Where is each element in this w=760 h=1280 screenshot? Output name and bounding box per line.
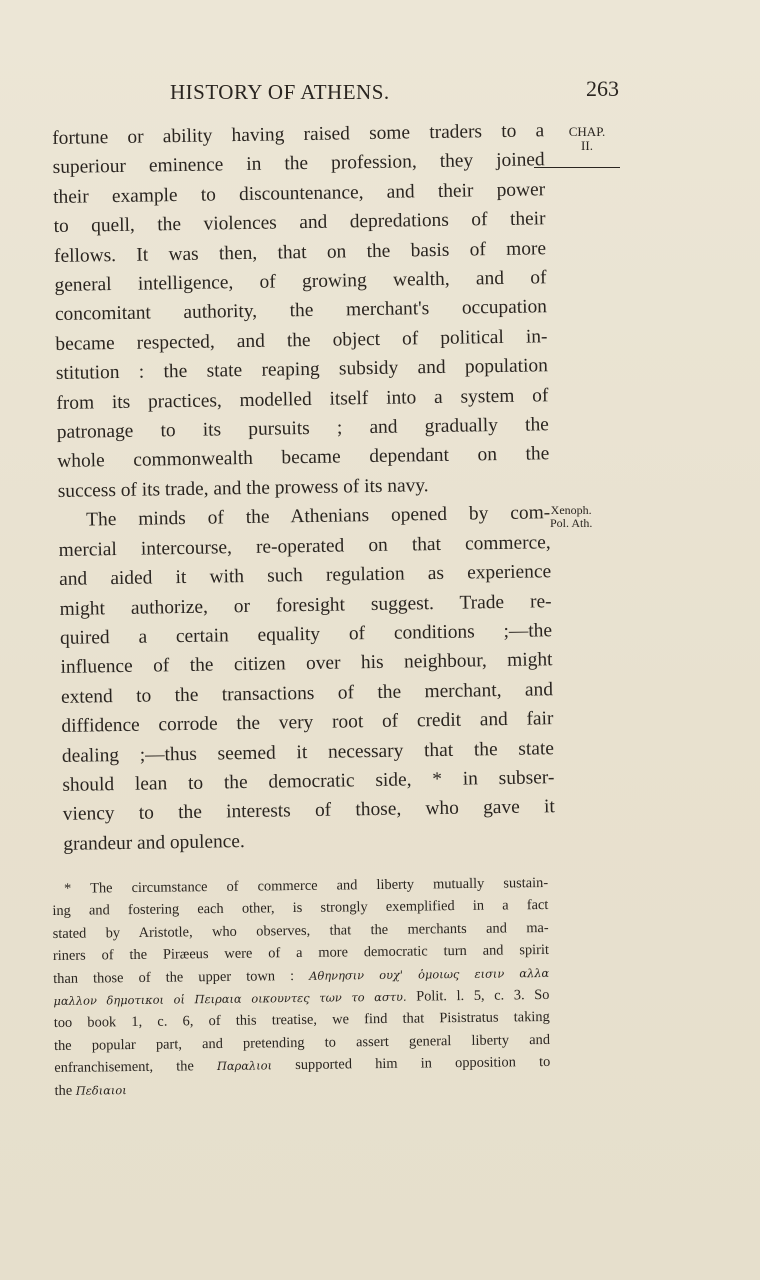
text-line: became respected, and the object of political in- <box>55 326 548 355</box>
text-line: superiour eminence in the profession, they joined <box>52 149 545 179</box>
text-line: patronage to its pursuits ; and gradually the <box>56 414 549 444</box>
text-line: and aided it with such regulation as experience <box>58 561 552 591</box>
text-line: might authorize, or foresight suggest. Trade re- <box>59 590 552 620</box>
text-line: whole commonwealth became dependant on the <box>57 443 550 473</box>
text-line: viency to the interests of those, who gave it <box>62 796 555 826</box>
footnote-line: stated by Aristotle, who observes, that the merchants and ma- <box>52 919 549 942</box>
footnote-text: than those of the upper town : <box>53 967 295 987</box>
text-line: to quell, the violences and depredations of their <box>53 208 546 238</box>
greek-quotation: Αθηνησιν ουχ' ὁμοιως εισιν αλλα <box>309 965 550 983</box>
greek-word: Παραλιοι <box>216 1058 273 1074</box>
footnote-line: * The circumstance of commerce and liberty mutually sustain- <box>64 874 549 897</box>
text-line: should lean to the democratic side, * in subser- <box>62 767 555 796</box>
footnote-text: the <box>54 1082 73 1099</box>
body-text <box>52 116 555 859</box>
text-line: fortune or ability having raised some traders to a <box>52 120 545 149</box>
footnote-line: ing and fostering each other, is strongly exemplified in a fact <box>52 897 549 920</box>
text-line: dealing ;—thus seemed it necessary that the state <box>61 737 555 767</box>
footnote-line: riners of the Piræeus were of a more democratic turn and spirit <box>52 942 550 965</box>
chapter-margin-note <box>554 125 620 168</box>
text-line: grandeur and opulence. <box>63 830 245 855</box>
text-line: concomitant authority, the merchant's occupation <box>54 296 548 326</box>
text-line: quired a certain equality of conditions ;—the <box>59 620 553 649</box>
text-line: influence of the citizen over his neighbour, might <box>60 649 553 679</box>
footnote <box>52 872 551 1102</box>
citation-line-1: Xenoph. <box>550 503 592 517</box>
text-line: stitution : the state reaping subsidy and population <box>55 355 549 385</box>
text-line: success of its trade, and the prowess of its navy. <box>57 475 429 502</box>
footnote-text: Polit. l. 5, c. 3. So <box>416 986 550 1005</box>
chapter-label: CHAP. <box>568 124 606 139</box>
citation-line-2: Pol. Ath. <box>550 516 593 530</box>
chapter-rule <box>534 167 620 168</box>
footnote-text: enfranchisement, the <box>54 1058 194 1077</box>
text-line: diffidence corrode the very root of credit and fair <box>61 708 554 738</box>
text-line: extend to the transactions of the merchant, and <box>60 678 554 708</box>
chapter-number: II. <box>581 138 593 153</box>
citation-margin-note <box>550 504 592 530</box>
text-line: The minds of the Athenians opened by com- <box>86 502 551 531</box>
text-line: mercial intercourse, re-operated on that commerce, <box>58 531 551 561</box>
footnote-line: too book 1, c. 6, of this treatise, we find that Pisistratus taking <box>53 1009 550 1032</box>
page-number: 263 <box>586 76 619 101</box>
greek-quotation: μαλλον δημοτικοι οἱ Πειραια οικουντες των το αστυ. <box>53 989 407 1009</box>
footnote-text: supported him in opposition to <box>295 1054 551 1074</box>
footnote-line: the popular part, and pretending to assert general liberty and <box>53 1031 551 1054</box>
text-line: from its practices, modelled itself into a system of <box>56 384 549 414</box>
greek-word: Πεδιαιοι <box>75 1082 127 1098</box>
text-line: general intelligence, of growing wealth, and of <box>54 267 547 297</box>
text-line: their example to discountenance, and their power <box>52 179 546 208</box>
text-line: fellows. It was then, that on the basis of more <box>53 237 547 267</box>
running-head: HISTORY OF ATHENS. <box>170 80 390 104</box>
